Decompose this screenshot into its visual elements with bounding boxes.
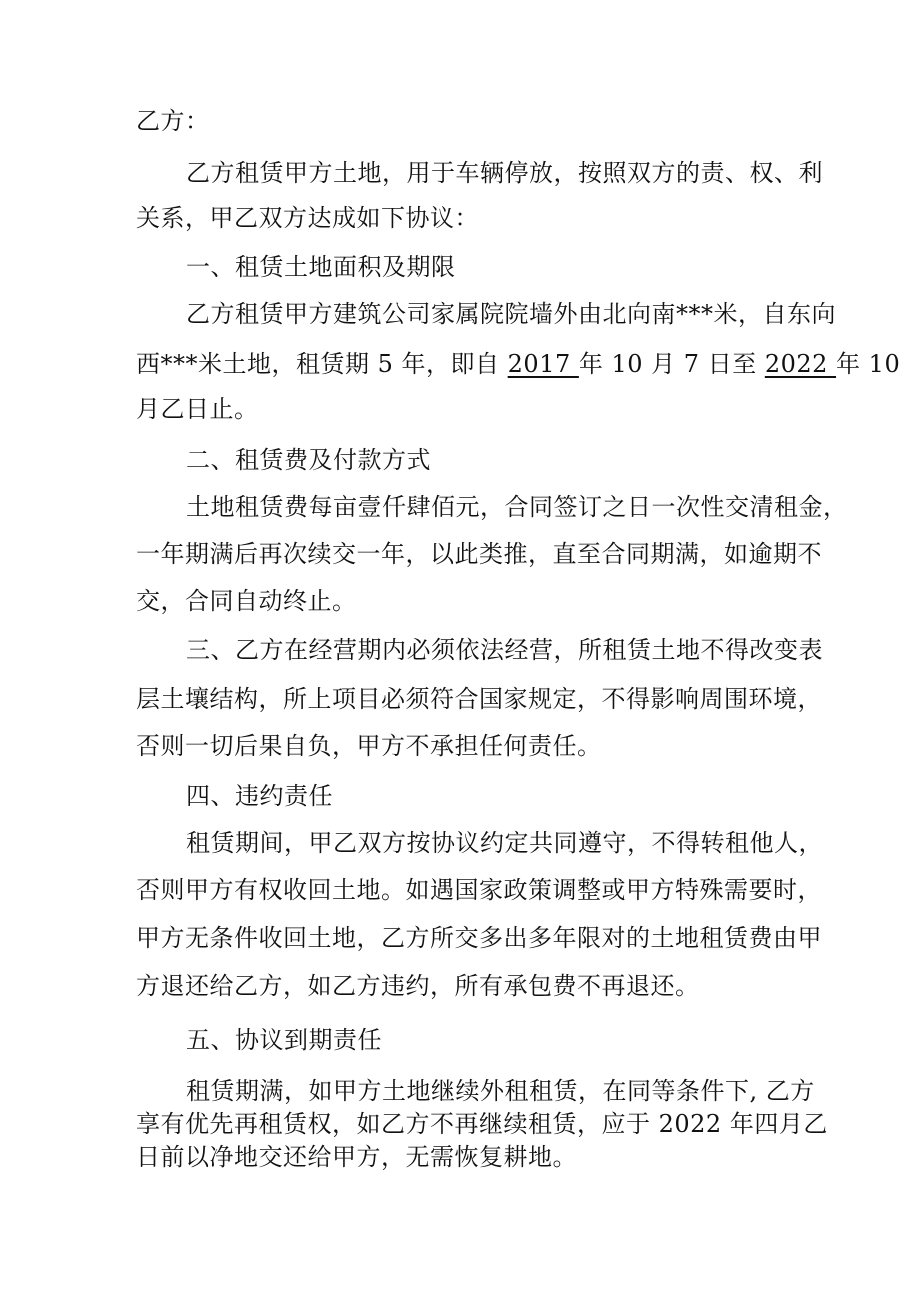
section-5-line-1: 租赁期满，如甲方土地继续外租租赁，在同等条件下, 乙方 <box>186 1077 815 1105</box>
section-4-line-3: 甲方无条件收回土地，乙方所交多出多年限对的土地租赁费由甲 <box>136 924 822 952</box>
section-5-heading: 五、协议到期责任 <box>186 1026 382 1054</box>
section-4-heading: 四、违约责任 <box>186 782 333 810</box>
lease-term-middle: 年 10 月 7 日至 <box>578 350 765 378</box>
section-3-line-1: 三、乙方在经营期内必须依法经营，所租赁土地不得改变表 <box>186 636 823 664</box>
intro-line-2: 关系，甲乙双方达成如下协议： <box>136 204 479 232</box>
lease-term-end: 年 10 <box>836 350 901 378</box>
section-2-line-3: 交，合同自动终止。 <box>136 587 357 615</box>
section-4-line-1: 租赁期间，甲乙双方按协议约定共同遵守，不得转租他人， <box>186 829 823 857</box>
section-1-line-3: 月乙日止。 <box>136 395 259 423</box>
intro-line-1: 乙方租赁甲方土地，用于车辆停放，按照双方的责、权、利 <box>186 159 823 187</box>
start-year: 2017 <box>507 350 579 378</box>
section-2-heading: 二、租赁费及付款方式 <box>186 446 431 474</box>
section-2-line-2: 一年期满后再次续交一年，以此类推，直至合同期满，如逾期不 <box>136 540 822 568</box>
section-5-line-2: 享有优先再租赁权，如乙方不再继续租赁，应于 2022 年四月乙 <box>136 1110 828 1138</box>
section-2-line-1: 土地租赁费每亩壹仟肆佰元，合同签订之日一次性交清租金， <box>186 493 848 521</box>
section-4-line-2: 否则甲方有权收回土地。如遇国家政策调整或甲方特殊需要时， <box>136 876 822 904</box>
section-3-line-3: 否则一切后果自负，甲方不承担任何责任。 <box>136 732 602 760</box>
section-1-heading: 一、租赁土地面积及期限 <box>186 253 456 281</box>
section-1-line-2 <box>136 347 900 381</box>
section-3-line-2: 层土壤结构，所上项目必须符合国家规定，不得影响周围环境， <box>136 685 822 713</box>
section-1-line-1: 乙方租赁甲方建筑公司家属院院墙外由北向南***米，自东向 <box>186 300 836 328</box>
party-b-label: 乙方： <box>136 107 210 135</box>
lease-term-text: 西***米土地，租赁期 5 年，即自 <box>136 350 508 378</box>
section-4-line-4: 方退还给乙方，如乙方违约，所有承包费不再退还。 <box>136 972 700 1000</box>
section-5-line-3: 日前以净地交还给甲方，无需恢复耕地。 <box>136 1143 577 1171</box>
end-year: 2022 <box>764 350 837 378</box>
